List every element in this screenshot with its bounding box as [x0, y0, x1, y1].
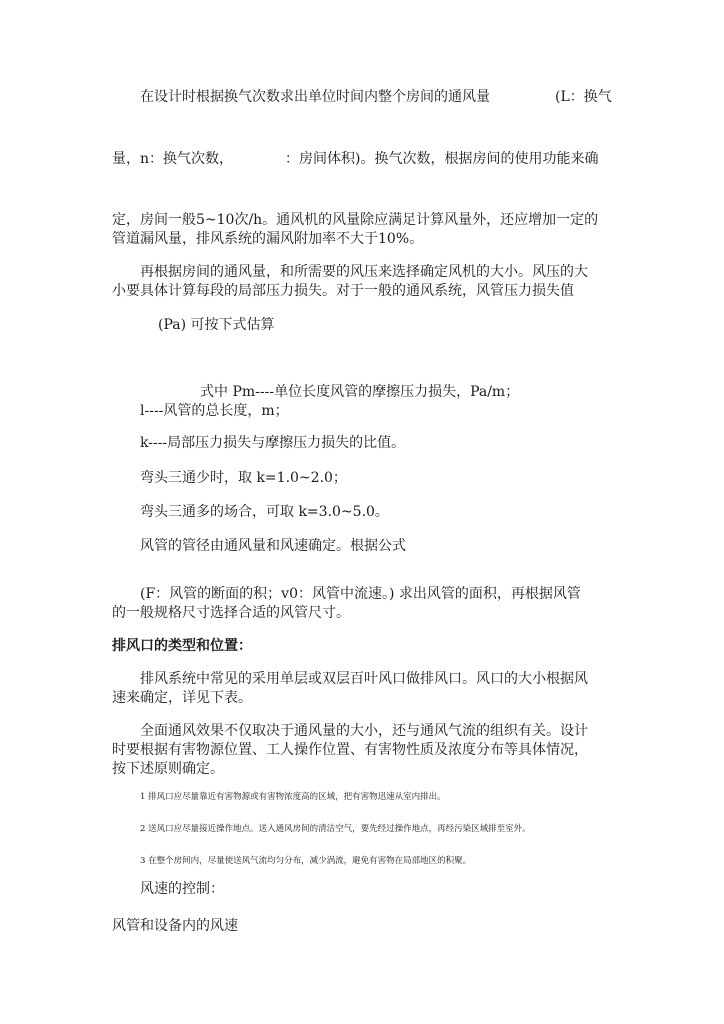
heading-exhaust-outlet: 排风口的类型和位置：	[112, 638, 252, 654]
rule-item-3: 3 在整个房间内，尽量使送风气流均匀分布，减少涡流，避免有害物在局部地区的积聚。	[140, 856, 472, 866]
duct-size-intro: 风管的管径由通风量和风速确定。根据公式	[140, 538, 406, 554]
wind-speed-control: 风速的控制：	[140, 881, 224, 897]
paragraph-air-volume-line-2: 管道漏风量，排风系统的漏风附加率不大于10%。	[112, 231, 424, 247]
exhaust-paragraph-1-line-2: 速来确定，详见下表。	[112, 690, 252, 706]
definition-k: k----局部压力损失与摩擦压力损失的比值。	[140, 435, 406, 451]
paragraph-ventilation-line-2: 量，n：换气次数，	[112, 151, 234, 167]
exhaust-paragraph-2-line-3: 按下述原则确定。	[112, 761, 224, 777]
exhaust-paragraph-1-line-1: 排风系统中常见的采用单层或双层百叶风口做排风口。风口的大小根据风	[140, 671, 588, 687]
rule-item-2: 2 送风口应尽量接近操作地点。送入通风房间的清洁空气，要先经过操作地点，再经污染区域排至室外。	[140, 824, 531, 834]
rule-item-1: 1 排风口应尽量靠近有害物源或有害物浓度高的区域，把有害物迅速从室内排出。	[140, 792, 446, 802]
paragraph-ventilation-line-1-tail: (L：换气	[555, 89, 612, 105]
duct-area-line-1: (F：风管的断面的积；v0：风管中流速。) 求出风管的面积，再根据风管	[140, 586, 581, 602]
paragraph-fan-selection-line-3: (Pa) 可按下式估算	[158, 317, 275, 333]
k-value-many-bends: 弯头三通多的场合，可取 k=3.0~5.0。	[140, 504, 389, 520]
definition-pm: 式中 Pm----单位长度风管的摩擦压力损失，Pa/m；	[200, 384, 520, 400]
paragraph-fan-selection-line-2: 小要具体计算每段的局部压力损失。对于一般的通风系统，风管压力损失值	[112, 283, 574, 299]
paragraph-fan-selection-line-1: 再根据房间的通风量，和所需要的风压来选择确定风机的大小。风压的大	[140, 264, 588, 280]
definition-l: l----风管的总长度，m；	[140, 403, 289, 419]
exhaust-paragraph-2-line-1: 全面通风效果不仅取决于通风量的大小，还与通风气流的组织有关。设计	[140, 723, 588, 739]
exhaust-paragraph-2-line-2: 时要根据有害物源位置、工人操作位置、有害物性质及浓度分布等具体情况，	[112, 742, 588, 758]
k-value-few-bends: 弯头三通少时，取 k=1.0~2.0；	[140, 470, 347, 486]
paragraph-air-volume-line-1: 定，房间一般5~10次/h。通风机的风量除应满足计算风量外，还应增加一定的	[112, 212, 599, 228]
wind-speed-in-duct: 风管和设备内的风速	[112, 918, 238, 934]
paragraph-ventilation-line-2-tail: ：房间体积)。换气次数，根据房间的使用功能来确	[285, 151, 599, 167]
paragraph-ventilation-line-1: 在设计时根据换气次数求出单位时间内整个房间的通风量	[140, 89, 490, 105]
duct-area-line-2: 的一般规格尺寸选择合适的风管尺寸。	[112, 605, 350, 621]
